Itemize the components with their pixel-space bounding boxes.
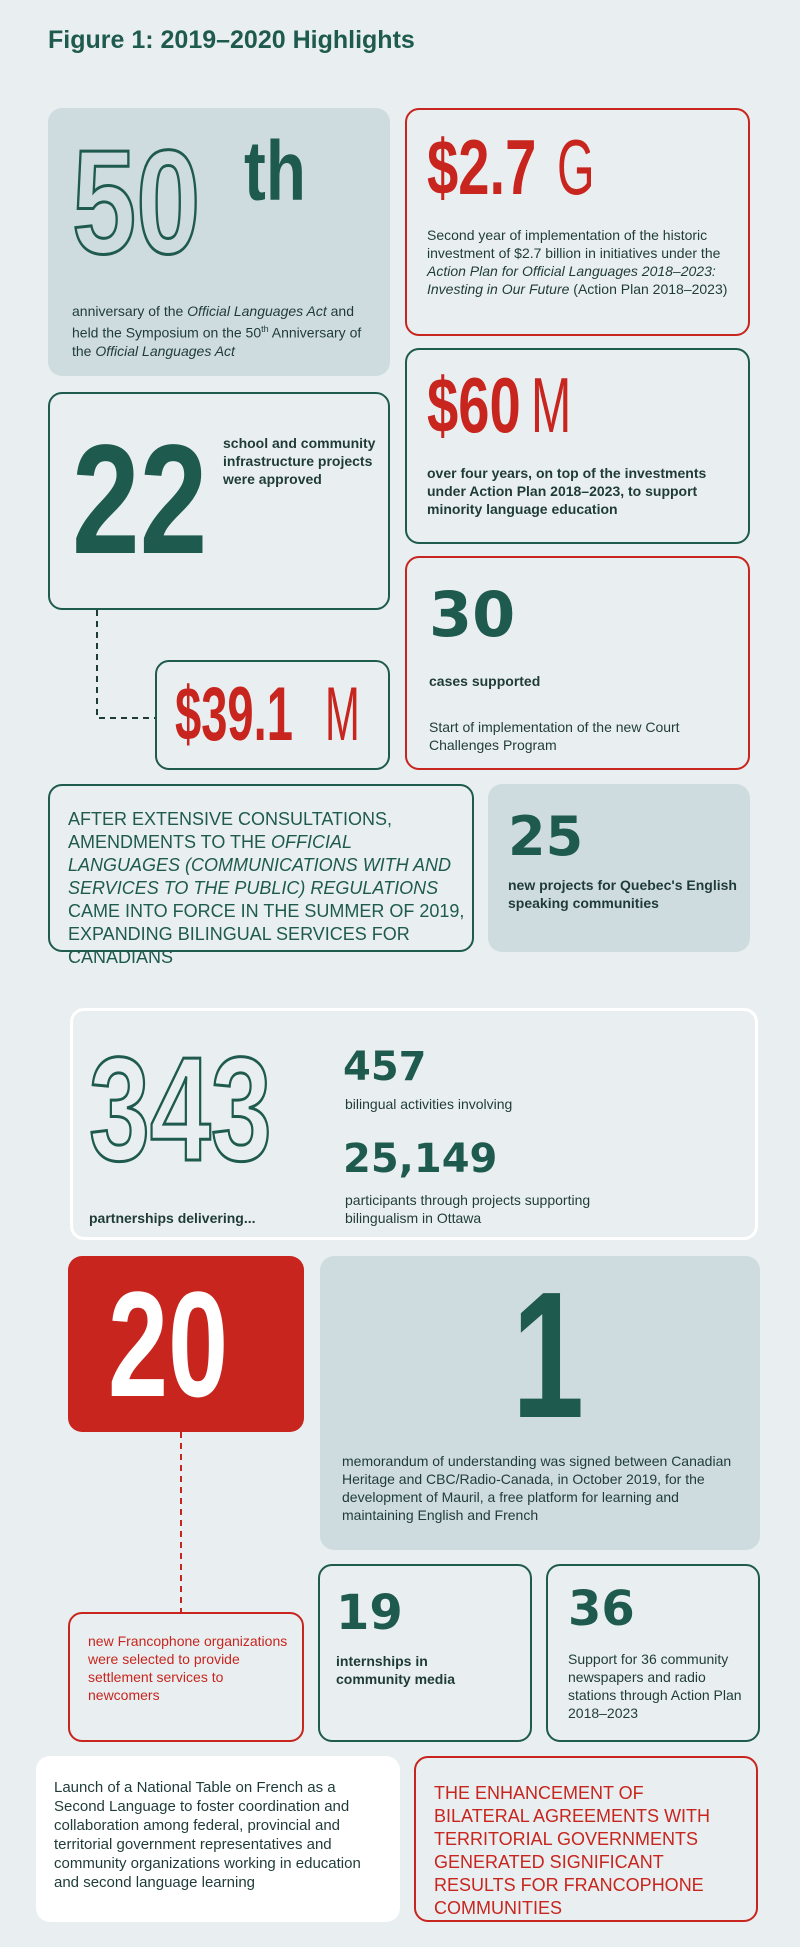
media-number: 36 xyxy=(568,1581,635,1637)
investment-amount: $2.7 xyxy=(427,123,537,211)
infrastructure-text: school and community infrastructure projects were approved xyxy=(223,435,376,487)
education-text: over four years, on top of the investments under Action Plan 2018–2023, to support minority language education xyxy=(427,465,707,517)
anniversary-text: anniversary of the Official Languages Act and held the Symposium on the 50th Anniversary of the Official Languages Act xyxy=(72,303,362,359)
funding-amount: $39.1 xyxy=(175,672,293,757)
court-text: Start of implementation of the new Court Challenges Program xyxy=(429,719,680,753)
regulations-text: AFTER EXTENSIVE CONSULTATIONS, AMENDMENTS TO THE OFFICIAL LANGUAGES (COMMUNICATIONS WITH AND SERVICES TO THE PUBLIC) REGULATIONS CAME INTO FORCE IN THE SUMMER OF 2019, EXPANDING BILINGUAL SERVICES FOR CANADIANS xyxy=(68,809,465,967)
partnerships-label: partnerships delivering... xyxy=(89,1210,256,1226)
national-table-card xyxy=(36,1756,400,1922)
figure-title: Figure 1: 2019–2020 Highlights xyxy=(48,26,415,54)
education-amount: $60 xyxy=(427,361,521,449)
activities-number: 457 xyxy=(343,1044,427,1090)
settlement-text: new Francophone organizations were selected to provide settlement services to newcomers xyxy=(88,1633,288,1703)
memorandum-number: 1 xyxy=(512,1255,585,1456)
funding-unit: M xyxy=(325,672,360,757)
internships-text: internships in community media xyxy=(336,1653,456,1687)
investment-unit: G xyxy=(557,123,595,211)
court-number: 30 xyxy=(429,578,516,651)
investment-text: Second year of implementation of the historic investment of $2.7 billion in initiatives under the Action Plan for Official Languages 2018–2023: Investing in Our Future (Action Plan 2018–2023) xyxy=(427,227,728,297)
internships-number: 19 xyxy=(336,1585,403,1641)
settlement-number: 20 xyxy=(108,1260,229,1428)
quebec-number: 25 xyxy=(508,805,584,868)
media-text: Support for 36 community newspapers and radio stations through Action Plan 2018–2023 xyxy=(568,1651,742,1721)
anniversary-suffix: th xyxy=(244,124,306,218)
court-label: cases supported xyxy=(429,673,541,689)
participants-text: participants through projects supporting bilingualism in Ottawa xyxy=(345,1192,591,1226)
national-table-text: Launch of a National Table on French as a Second Language to foster coordination and collaboration among federal, provincial and territorial government representatives and community organizations working in education and second language learning xyxy=(54,1779,361,1891)
bilateral-text: THE ENHANCEMENT OF BILATERAL AGREEMENTS WITH TERRITORIAL GOVERNMENTS GENERATED SIGNIFICANT RESULTS FOR FRANCOPHONE COMMUNITIES xyxy=(434,1783,711,1918)
bilateral-card xyxy=(414,1756,758,1922)
anniversary-number: 50 xyxy=(72,120,201,285)
settlement-text-card xyxy=(68,1612,304,1742)
participants-number: 25,149 xyxy=(343,1136,498,1182)
partnerships-number: 343 xyxy=(89,1027,272,1192)
internships-card xyxy=(318,1564,532,1742)
memorandum-card xyxy=(320,1256,760,1550)
activities-text: bilingual activities involving xyxy=(345,1096,513,1112)
education-unit: M xyxy=(531,361,572,449)
infrastructure-number: 22 xyxy=(72,413,208,587)
media-card xyxy=(546,1564,760,1742)
memorandum-text: memorandum of understanding was signed between Canadian Heritage and CBC/Radio-Canada, in October 2019, for the development of Mauril, a free platform for learning and maintaining English and French xyxy=(342,1453,732,1523)
quebec-text: new projects for Quebec's English speaking communities xyxy=(508,877,737,911)
